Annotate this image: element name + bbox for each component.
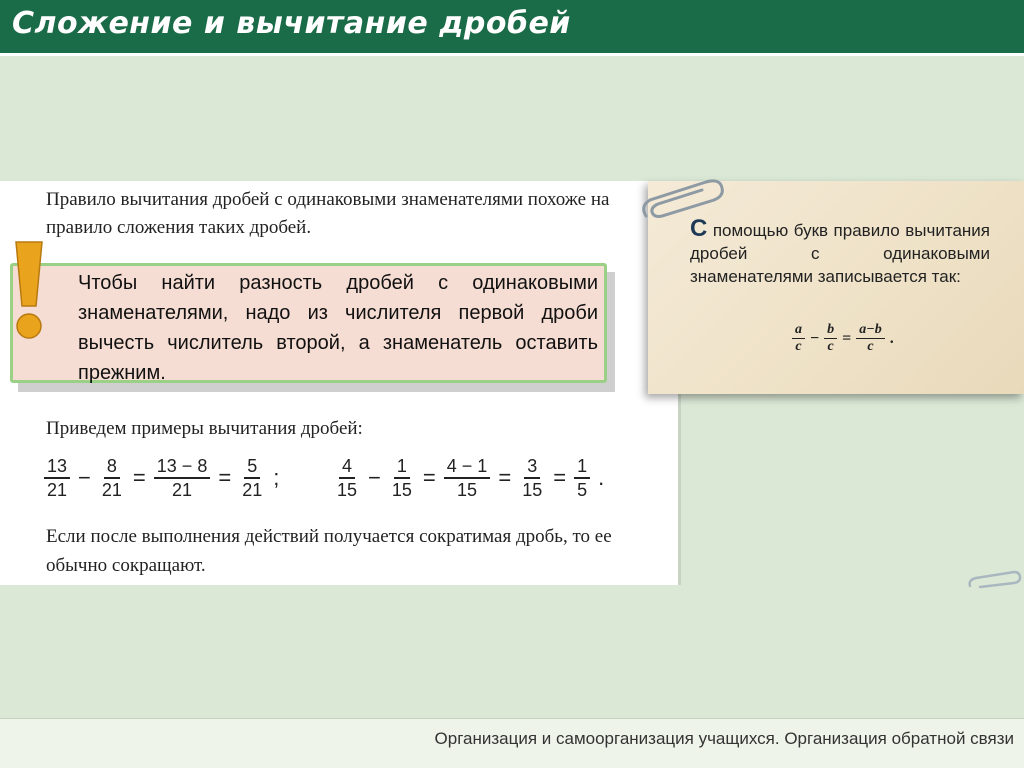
intro-paragraph: Правило вычитания дробей с одинаковыми знаменателями похоже на правило сложения таких дробей. [46, 189, 610, 238]
equals-sign: = [498, 465, 512, 490]
note-body: помощью букв правило вычитания дробей с одинаковыми знаменателями записывается так: [690, 221, 990, 286]
punctuation: . [598, 465, 605, 490]
fraction: $\frac{4}{15}$ [337, 456, 358, 500]
title-bar [0, 0, 1024, 56]
fraction: $\frac{5}{21}$ [242, 456, 263, 500]
equals-sign: = [842, 329, 852, 347]
equals-sign: = [218, 465, 232, 490]
punctuation: . [889, 329, 894, 347]
fraction: $\frac{b}{c}$ [824, 322, 837, 355]
rule-text: Чтобы найти разность дробей с одинаковыми знаменателями, надо из числителя первой дроби вычесть числитель второй, а знаменатель оставить прежним. [78, 272, 598, 384]
exclamation-icon [8, 240, 50, 344]
note-initial: С [690, 215, 708, 242]
equals-sign: = [422, 465, 436, 490]
fraction: $\frac{1}{5}$ [574, 455, 590, 501]
minus-sign: − [368, 465, 381, 490]
fraction: $\frac{1}{15}$ [391, 456, 412, 500]
paperclip-icon [966, 570, 1022, 590]
equals-sign: = [553, 465, 567, 490]
punctuation: ; [273, 465, 280, 490]
minus-sign: − [810, 329, 820, 347]
fraction: $\frac{4 - 1}{15}$ [444, 455, 491, 501]
general-formula [790, 322, 897, 355]
note-text [690, 217, 990, 288]
minus-sign: − [78, 465, 91, 490]
fraction: $\frac{13 - 8}{21}$ [154, 455, 211, 501]
conclusion-paragraph: Если после выполнения действий получается сократимая дробь, то ее обычно сокращают. [46, 526, 612, 576]
example-1 [42, 455, 285, 501]
fraction: $\frac{3}{15}$ [522, 456, 543, 500]
fraction: $\frac{a-b}{c}$ [856, 322, 884, 355]
fraction: $\frac{a}{c}$ [792, 322, 805, 355]
slide-title: Сложение и вычитание дробей [12, 6, 571, 41]
example-2 [332, 455, 610, 501]
fraction: $\frac{13}{21}$ [44, 455, 70, 501]
examples-heading: Приведем примеры вычитания дробей: [46, 418, 363, 439]
fraction: $\frac{8}{21}$ [101, 456, 122, 500]
equals-sign: = [132, 465, 146, 490]
footer-caption: Организация и самоорганизация учащихся. Организация обратной связи [434, 729, 1014, 748]
